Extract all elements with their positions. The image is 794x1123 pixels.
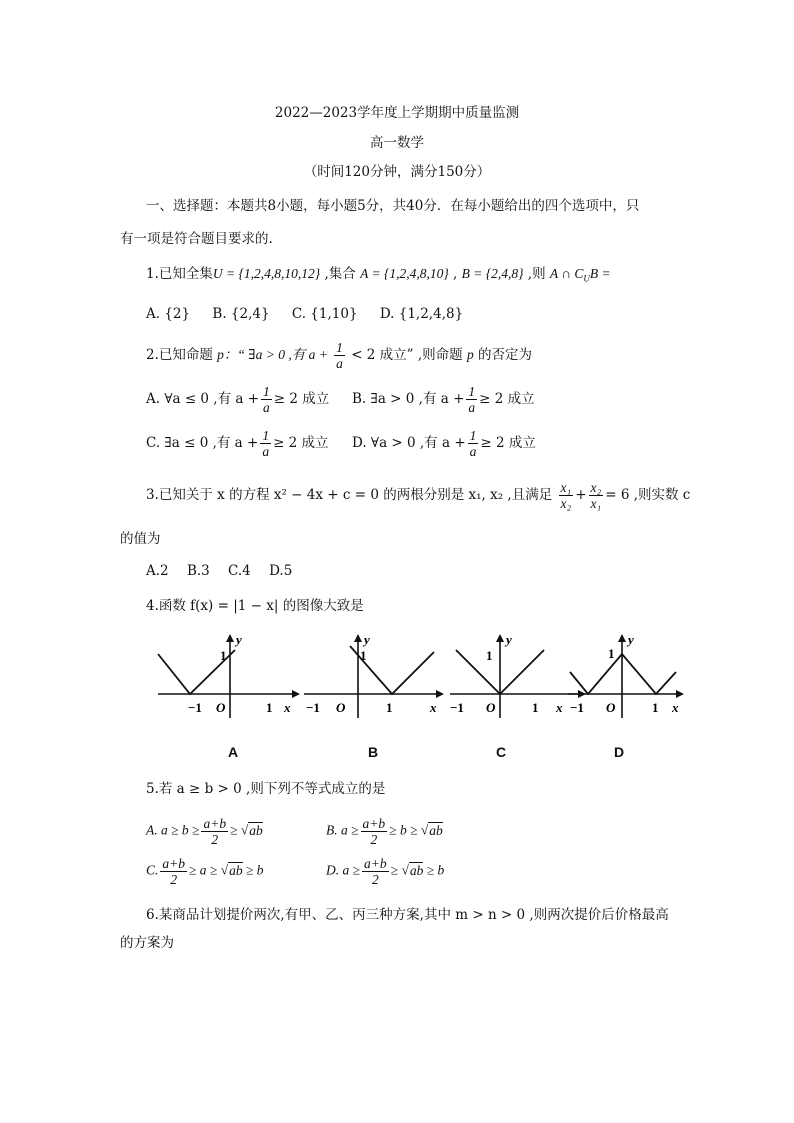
subject-title: 高一数学 (370, 135, 424, 151)
q2-fraction: $\frac{1}{a}$ (336, 340, 343, 371)
q1-expr: A ∩ C (549, 266, 584, 281)
svg-text:1: 1 (386, 700, 393, 715)
svg-text:1: 1 (486, 648, 493, 663)
q2-option-b[interactable]: B. ∃a > 0 ,有 a + $\frac{1}{a}$ ≥ 2 成立 (352, 384, 535, 415)
section-intro-cont: 有一项是符合题目要求的. (120, 231, 273, 247)
q1-option-d[interactable]: D. {1,2,4,8} (379, 306, 464, 322)
q1-b-set: B = {2,4,8} (461, 266, 524, 281)
graph-a-tick-neg1: −1 (188, 700, 202, 715)
svg-text:−1: −1 (306, 700, 320, 715)
svg-text:O: O (336, 700, 346, 715)
svg-text:1: 1 (360, 648, 367, 663)
svg-text:y: y (364, 632, 370, 647)
question-1 (146, 265, 611, 288)
q3-option-c[interactable]: C.4 (228, 563, 251, 579)
q2-stem-a: 2.已知命题 (146, 347, 218, 363)
graph-c-label: C (496, 744, 507, 760)
q5-option-b[interactable]: B. a ≥ $\frac{a+b}{2}$ ≥ b ≥ √ab (326, 816, 443, 847)
q3-option-b[interactable]: B.3 (186, 563, 210, 579)
graph-d[interactable] (566, 632, 716, 722)
graph-a-origin: O (216, 700, 226, 715)
q2-stem-d: 的否定为 (473, 347, 533, 363)
q2-option-a[interactable]: A. ∀a ≤ 0 ,有 a + $\frac{1}{a}$ ≥ 2 成立 (146, 384, 330, 415)
question-2 (146, 340, 532, 371)
exam-title: 2022—2023学年度上学期期中质量监测 (274, 105, 520, 121)
q2-stem-c: < 2 成立” ,则命题 (351, 347, 467, 363)
graph-a-tick-1: 1 (266, 700, 273, 715)
q2-option-c[interactable]: C. ∃a ≤ 0 ,有 a + $\frac{1}{a}$ ≥ 2 成立 (146, 428, 329, 459)
q5-option-d[interactable]: D. a ≥ $\frac{a+b}{2}$ ≥ √ab ≥ b (326, 856, 445, 887)
exam-info: （时间120分钟，满分150分） (303, 164, 491, 180)
question-6: 6.某商品计划提价两次,有甲、乙、丙三种方案,其中 m > n > 0 ,则两次提价后价格最高 (146, 907, 669, 923)
q1-a-set: A = {1,2,4,8,10} (360, 266, 449, 281)
q1-mid3: ,则 (523, 266, 550, 282)
question-6-cont: 的方案为 (120, 935, 174, 951)
graph-b-label: B (368, 744, 379, 760)
question-3-cont: 的值为 (120, 531, 161, 547)
svg-text:−1: −1 (570, 700, 584, 715)
svg-text:x: x (430, 700, 437, 715)
graph-d-label: D (614, 744, 625, 760)
svg-text:O: O (606, 700, 616, 715)
q3-options (146, 562, 292, 580)
q1-option-b[interactable]: B. {2,4} (212, 306, 270, 322)
question-5: 5.若 a ≥ b > 0 ,则下列不等式成立的是 (146, 781, 386, 797)
q1-option-c[interactable]: C. {1,10} (291, 306, 358, 322)
section-intro: 一、选择题：本题共8小题，每小题5分，共40分．在每小题给出的四个选项中，只 (146, 198, 640, 214)
svg-text:x: x (672, 700, 679, 715)
graph-a-y-tick: 1 (220, 648, 227, 663)
svg-text:O: O (486, 700, 496, 715)
q5-option-a[interactable]: A. a ≥ b ≥ $\frac{a+b}{2}$ ≥ √ab (146, 816, 263, 847)
graph-a-label: A (228, 744, 239, 760)
graph-b[interactable] (300, 632, 450, 722)
svg-text:y: y (506, 632, 512, 647)
svg-text:1: 1 (608, 646, 615, 661)
svg-text:1: 1 (532, 700, 539, 715)
q2-option-d[interactable]: D. ∀a > 0 ,有 a + $\frac{1}{a}$ ≥ 2 成立 (352, 428, 536, 459)
q3-option-d[interactable]: D.5 (269, 563, 293, 579)
graph-a-x-label: x (284, 700, 291, 715)
svg-text:y: y (628, 632, 634, 647)
q1-option-a[interactable]: A. {2} (146, 306, 191, 322)
svg-text:x: x (556, 700, 563, 715)
q1-prefix: 1.已知全集 (146, 266, 213, 282)
svg-text:1: 1 (652, 700, 659, 715)
q2-p: p (217, 347, 224, 362)
question-4: 4.函数 f(x) = |1 − x| 的图像大致是 (146, 598, 364, 614)
q1-options (146, 305, 463, 323)
q1-expr-end: B = (589, 266, 611, 281)
q1-mid1: ,集合 (320, 266, 361, 282)
q1-mid2: , (448, 266, 462, 282)
question-3: 3.已知关于 x 的方程 x² − 4x + c = 0 的两根分别是 x₁, x₂ ,且满足 $\frac{\text{x₁}}{\text{x₂}}$ + $\frac{\text{x₂}}{\text{x₁}}$ = 6 ,则实数 c (146, 480, 691, 511)
q5-option-c[interactable]: C. $\frac{a+b}{2}$ ≥ a ≥ √ab ≥ b (146, 856, 264, 887)
svg-text:−1: −1 (450, 700, 464, 715)
q3-option-a[interactable]: A.2 (146, 563, 169, 579)
q1-u-set: U = {1,2,4,8,10,12} (212, 266, 321, 281)
graph-a[interactable] (150, 632, 300, 722)
q2-stem-b: ：“ ∃a > 0 ,有 a + (223, 347, 328, 362)
graph-a-y-label: y (236, 632, 242, 647)
q1-sub: U (583, 273, 590, 284)
q2-p2: p (466, 347, 474, 362)
